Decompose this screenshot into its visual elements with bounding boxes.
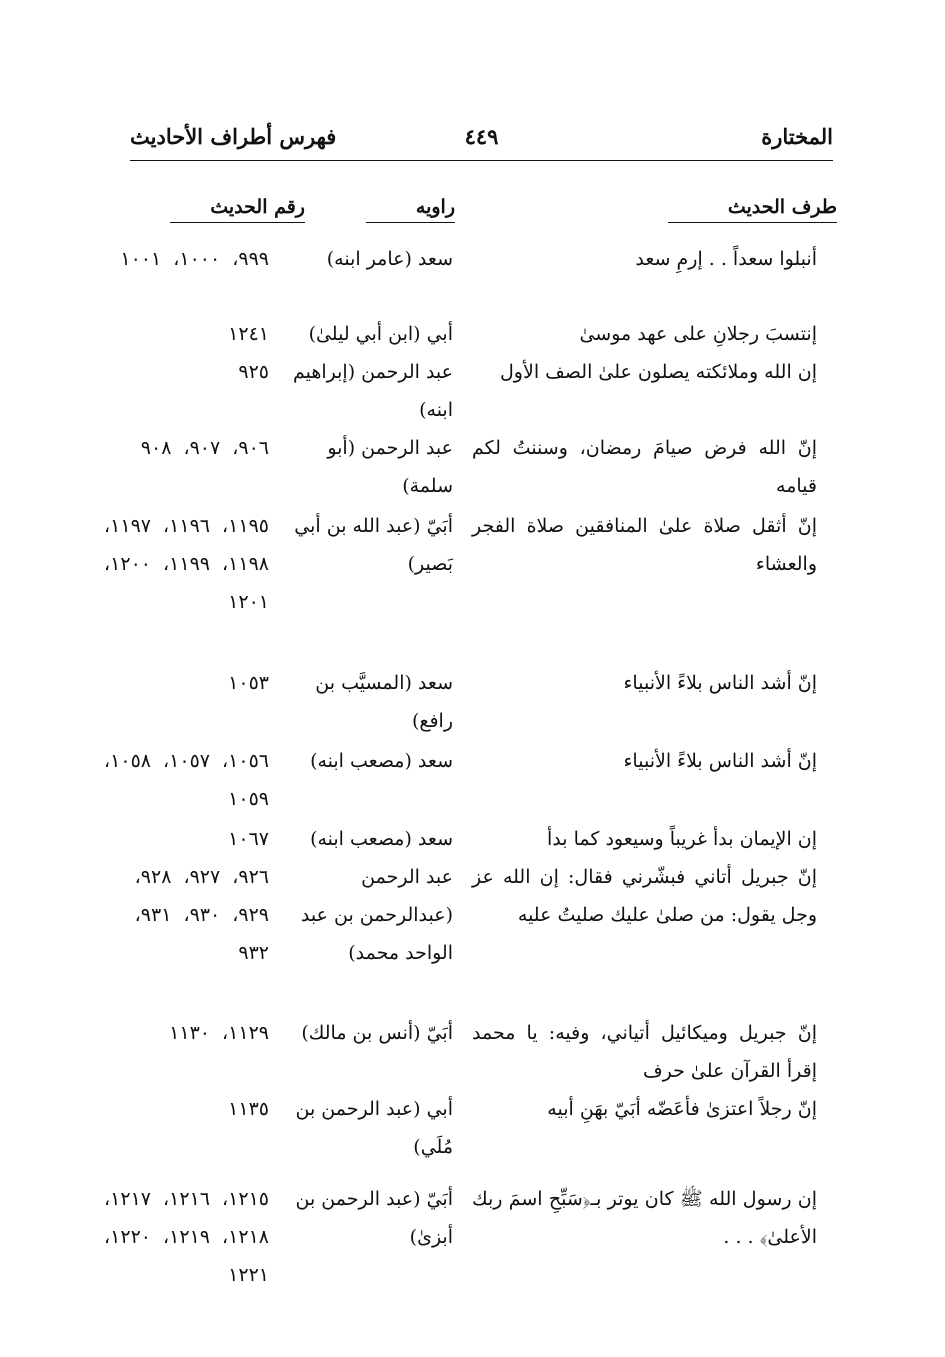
hadith-numbers: ١٠٥٦، ١٠٥٧، ١٠٥٨، ١٠٥٩ (104, 750, 269, 810)
narrator-text: سعد (المسيَّب بن رافع) (315, 672, 453, 732)
hadith-numbers: ١٠٥٣ (228, 672, 269, 694)
hadith-numbers: ١٠٦٧ (228, 828, 269, 850)
hadith-numbers: ٩٩٩، ١٠٠٠، ١٠٠١ (120, 248, 269, 270)
hadith-text: إنّ الله فرض صيامَ رمضان، وسننتُ لكم قيامه (472, 437, 817, 497)
hadith-text: إن رسول الله ﷺ كان يوتر بـ﴿سَبِّحِ اسمَ ربك الأعلىٰ﴾ . . . (472, 1188, 817, 1248)
hadith-numbers: ١٢١٥، ١٢١٦، ١٢١٧، ١٢١٨، ١٢١٩، ١٢٢٠، ١٢٢١ (104, 1188, 269, 1286)
section-title: المختارة (761, 124, 833, 149)
table-row (0, 429, 945, 507)
table-row (0, 353, 945, 429)
table-row (0, 664, 945, 742)
hadith-numbers: ١١٣٥ (228, 1098, 269, 1120)
header-divider (130, 160, 833, 161)
column-header-hadith: طرف الحديث (668, 196, 837, 223)
narrator-text: سعد (مصعب ابنه) (310, 828, 453, 850)
column-header-number: رقم الحديث (170, 196, 305, 223)
table-row (0, 1180, 945, 1295)
hadith-text: أنبلوا سعداً . . إرمِ سعد (635, 248, 817, 270)
table-row (0, 507, 945, 664)
narrator-text: سعد (مصعب ابنه) (310, 750, 453, 772)
hadith-text: إن الله وملائكته يصلون علىٰ الصف الأول (500, 361, 817, 383)
hadith-text: إنّ جبريل وميكائيل أتياني، وفيه: يا محمد إقرأ القرآن علىٰ حرف (472, 1022, 817, 1082)
table-row (0, 240, 945, 315)
hadith-text: إنتسبَ رجلانِ على عهد موسىٰ (579, 323, 817, 345)
index-title: فهرس أطراف الأحاديث (130, 124, 337, 149)
hadith-text: إنّ أشد الناس بلاءً الأنبياء (623, 750, 817, 772)
hadith-numbers: ١١٩٥، ١١٩٦، ١١٩٧، ١١٩٨، ١١٩٩، ١٢٠٠، ١٢٠١ (104, 515, 269, 613)
narrator-text: أبي (ابن أبي ليلىٰ) (308, 323, 453, 345)
table-row (0, 315, 945, 353)
table-row (0, 1090, 945, 1180)
column-header-narrator: راويه (366, 196, 455, 223)
hadith-numbers: ١١٢٩، ١١٣٠ (169, 1022, 269, 1044)
table-row (0, 1014, 945, 1090)
page-header (130, 118, 833, 158)
narrator-text: أبَيّ (عبد الله بن أبي بَصير) (294, 515, 453, 575)
narrator-text: سعد (عامر ابنه) (326, 248, 453, 270)
narrator-text: عبد الرحمن (أبو سلمة) (327, 437, 453, 497)
hadith-numbers: ٩٠٦، ٩٠٧، ٩٠٨ (140, 437, 269, 459)
hadith-numbers: ٩٢٦، ٩٢٧، ٩٢٨، ٩٢٩، ٩٣٠، ٩٣١، ٩٣٢ (134, 866, 269, 964)
hadith-text: إنّ أشد الناس بلاءً الأنبياء (623, 672, 817, 694)
narrator-text: أبَيّ (أنس بن مالك) (301, 1022, 453, 1044)
index-table (0, 240, 945, 1295)
hadith-numbers: ٩٢٥ (238, 361, 269, 383)
table-row (0, 742, 945, 820)
page-number: ٤٤٩ (464, 124, 499, 149)
hadith-numbers: ١٢٤١ (228, 323, 269, 345)
hadith-text: إنّ جبريل أتاني فبشّرني فقال: إن الله عز وجل يقول: من صلىٰ عليك صليتُ عليه (472, 866, 817, 926)
narrator-text: عبد الرحمن (عبدالرحمن بن عبد الواحد محمد) (300, 866, 453, 964)
narrator-text: عبد الرحمن (إبراهيم ابنه) (292, 361, 453, 421)
hadith-text: إنّ رجلاً اعتزىٰ فأعَضّه أبَيّ بهَنِ أبيه (547, 1098, 817, 1120)
table-row (0, 858, 945, 1014)
hadith-text: إن الإيمان بدأ غريباً وسيعود كما بدأ (547, 828, 817, 850)
narrator-text: أبي (عبد الرحمن بن مُلَي) (295, 1098, 453, 1158)
narrator-text: أبَيّ (عبد الرحمن بن أبزىٰ) (295, 1188, 453, 1248)
table-row (0, 820, 945, 858)
hadith-text: إنّ أثقل صلاة علىٰ المنافقين صلاة الفجر والعشاء (472, 515, 817, 575)
